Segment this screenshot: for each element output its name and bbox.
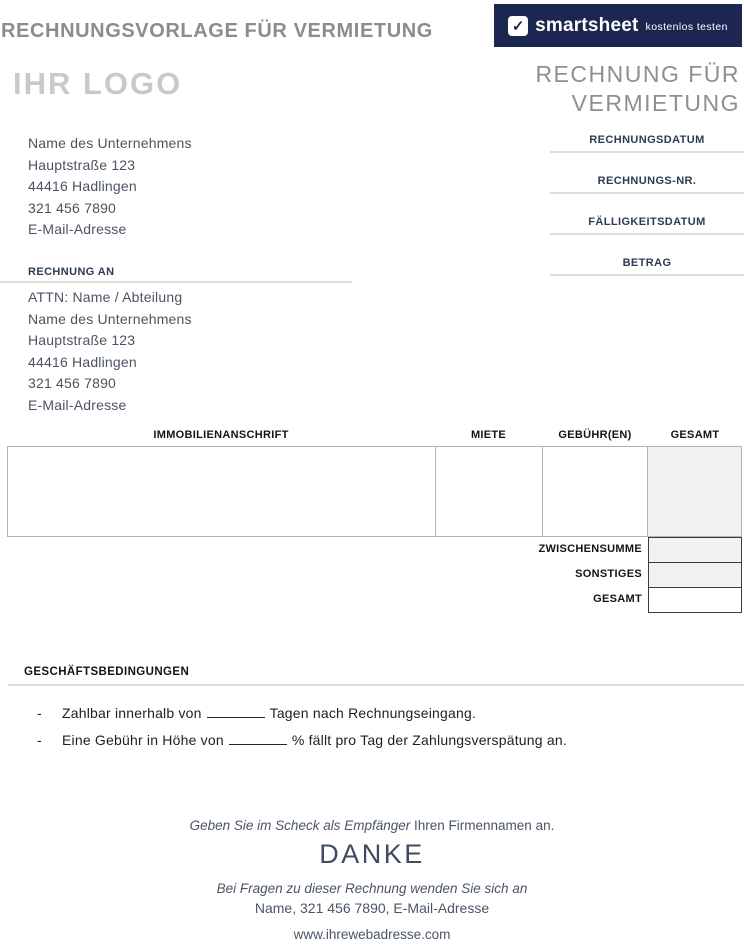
bill-to-company: Name des Unternehmens xyxy=(28,310,192,327)
bullet-dash: - xyxy=(37,705,42,721)
bill-to-divider xyxy=(0,281,352,283)
terms-item-payment-post: Tagen nach Rechnungseingang. xyxy=(269,705,477,721)
bill-to-address-block xyxy=(28,287,192,417)
document-title-line1: RECHNUNG FÜR xyxy=(535,61,740,87)
invoice-date-field: RECHNUNGSDATUM xyxy=(550,134,744,153)
other-value-cell xyxy=(648,562,742,588)
checkmark-icon: ✓ xyxy=(511,17,525,35)
contact-line: Name, 321 456 7890, E-Mail-Adresse xyxy=(254,900,490,916)
check-payee-note-italic: Geben Sie im Scheck als Empfänger xyxy=(189,818,411,833)
terms-item-late-fee xyxy=(37,732,567,748)
website-line: www.ihrewebadresse.com xyxy=(293,927,451,942)
company-email: E-Mail-Adresse xyxy=(28,221,127,238)
subtotal-label: ZWISCHENSUMME xyxy=(538,543,642,555)
bill-to-phone: 321 456 7890 xyxy=(28,375,117,392)
terms-item-late-fee-pre: Eine Gebühr in Höhe von xyxy=(62,732,224,748)
company-address-block xyxy=(28,133,192,241)
bullet-dash: - xyxy=(37,732,42,748)
cell-rent xyxy=(435,447,542,536)
grand-total-value-cell xyxy=(648,587,742,613)
fill-in-blank xyxy=(229,733,287,745)
grand-total-label: GESAMT xyxy=(593,593,642,605)
document-title xyxy=(535,60,740,118)
fill-in-blank xyxy=(207,706,265,718)
terms-item-payment-pre: Zahlbar innerhalb von xyxy=(62,705,202,721)
cell-total xyxy=(647,447,741,536)
company-phone: 321 456 7890 xyxy=(28,199,117,216)
bill-to-street: Hauptstraße 123 xyxy=(28,332,136,349)
subtotal-value-cell xyxy=(648,537,742,563)
bill-to-attn: ATTN: Name / Abteilung xyxy=(28,289,183,305)
document-title-line2: VERMIETUNG xyxy=(571,90,740,116)
terms-item-payment xyxy=(37,705,476,721)
items-table-header xyxy=(7,429,742,441)
bill-to-label: RECHNUNG AN xyxy=(28,266,115,278)
smartsheet-cta-button[interactable] xyxy=(494,4,742,47)
smartsheet-logo-icon xyxy=(508,16,528,36)
header-total: GESAMT xyxy=(670,429,720,441)
items-table-row xyxy=(7,446,742,537)
company-name: Name des Unternehmens xyxy=(28,135,192,151)
company-street: Hauptstraße 123 xyxy=(28,156,136,173)
due-date-field: FÄLLIGKEITSDATUM xyxy=(550,216,744,235)
company-logo-placeholder: IHR LOGO xyxy=(13,66,183,101)
terms-divider xyxy=(8,684,744,686)
check-payee-note xyxy=(0,818,744,833)
invoice-meta-fields xyxy=(550,134,744,298)
header-property-address: IMMOBILIENANSCHRIFT xyxy=(153,429,289,441)
thank-you-text: DANKE xyxy=(319,839,425,869)
company-city: 44416 Hadlingen xyxy=(28,178,137,195)
other-label: SONSTIGES xyxy=(575,568,642,580)
cell-property-address xyxy=(8,447,435,536)
page-title: RECHNUNGSVORLAGE FÜR VERMIETUNG xyxy=(1,20,433,42)
terms-label: GESCHÄFTSBEDINGUNGEN xyxy=(24,666,190,678)
bill-to-email: E-Mail-Adresse xyxy=(28,396,127,413)
amount-field: BETRAG xyxy=(550,257,744,276)
cell-fees xyxy=(542,447,648,536)
header-fees: GEBÜHR(EN) xyxy=(558,429,632,441)
invoice-number-field: RECHNUNGS-NR. xyxy=(550,175,744,194)
smartsheet-cta-label: kostenlos testen xyxy=(645,21,728,33)
terms-item-late-fee-post: % fällt pro Tag der Zahlungsverspätung an. xyxy=(291,732,567,748)
header-rent: MIETE xyxy=(470,429,507,441)
check-payee-note-regular: Ihren Firmennamen an. xyxy=(414,818,555,833)
questions-note: Bei Fragen zu dieser Rechnung wenden Sie sich an xyxy=(216,881,528,896)
bill-to-city: 44416 Hadlingen xyxy=(28,353,137,370)
smartsheet-brand-label: smartsheet xyxy=(535,14,639,36)
